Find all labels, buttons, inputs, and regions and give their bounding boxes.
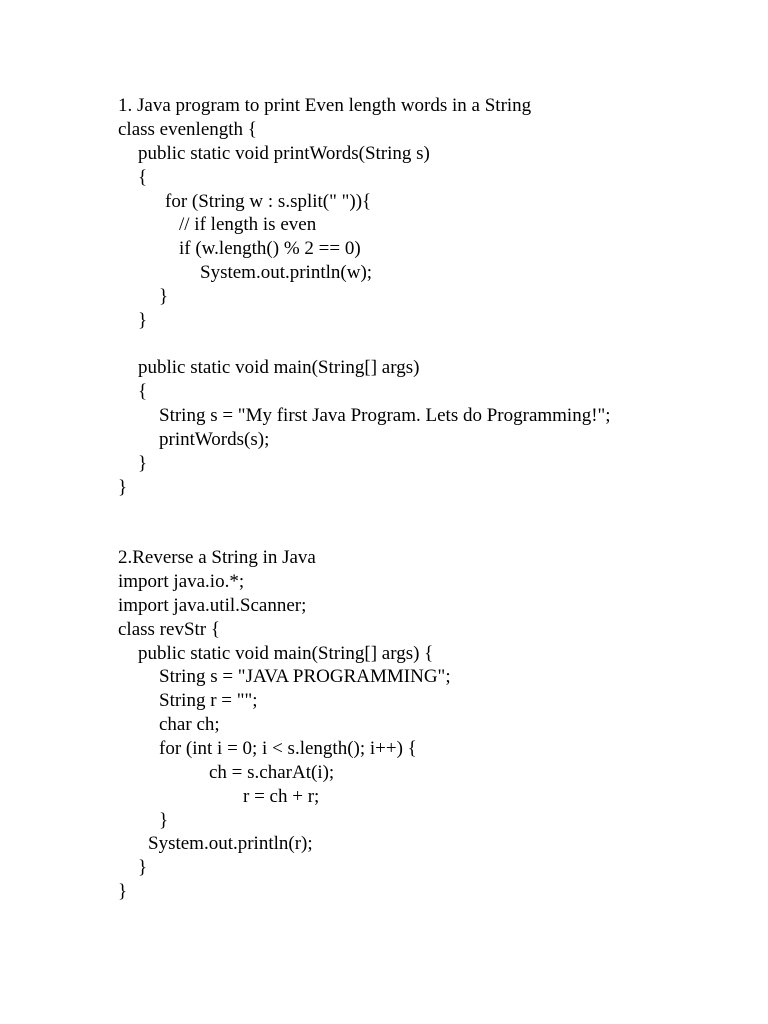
code-line: for (String w : s.split(" ")){ [165, 191, 372, 212]
section-1-heading: 1. Java program to print Even length words in a String [118, 95, 532, 116]
code-line: public static void main(String[] args) { [138, 643, 434, 664]
code-line: } [159, 286, 169, 307]
code-line: } [159, 810, 169, 831]
code-line: } [138, 857, 148, 878]
code-line: for (int i = 0; i < s.length(); i++) { [159, 738, 417, 759]
code-line: String r = ""; [159, 690, 258, 711]
code-line: ch = s.charAt(i); [209, 762, 335, 783]
code-line: import java.util.Scanner; [118, 595, 307, 616]
code-line: public static void main(String[] args) [138, 357, 420, 378]
code-line: r = ch + r; [243, 786, 320, 807]
section-2-heading: 2.Reverse a String in Java [118, 547, 316, 568]
code-line: { [138, 381, 148, 402]
code-line: String s = "JAVA PROGRAMMING"; [159, 666, 451, 687]
code-line: class evenlength { [118, 119, 257, 140]
code-line: { [138, 167, 148, 188]
code-line: System.out.println(r); [148, 833, 313, 854]
code-line: } [138, 310, 148, 331]
code-line: public static void printWords(String s) [138, 143, 430, 164]
code-line: char ch; [159, 714, 220, 735]
code-line: // if length is even [179, 214, 317, 235]
code-line: } [118, 881, 128, 902]
code-line: printWords(s); [159, 429, 270, 450]
code-line: class revStr { [118, 619, 220, 640]
code-line: } [118, 477, 128, 498]
code-line: import java.io.*; [118, 571, 245, 592]
code-line: if (w.length() % 2 == 0) [179, 238, 361, 259]
code-line: } [138, 453, 148, 474]
code-line: System.out.println(w); [200, 262, 373, 283]
code-line: String s = "My first Java Program. Lets do Programming!"; [159, 405, 611, 426]
